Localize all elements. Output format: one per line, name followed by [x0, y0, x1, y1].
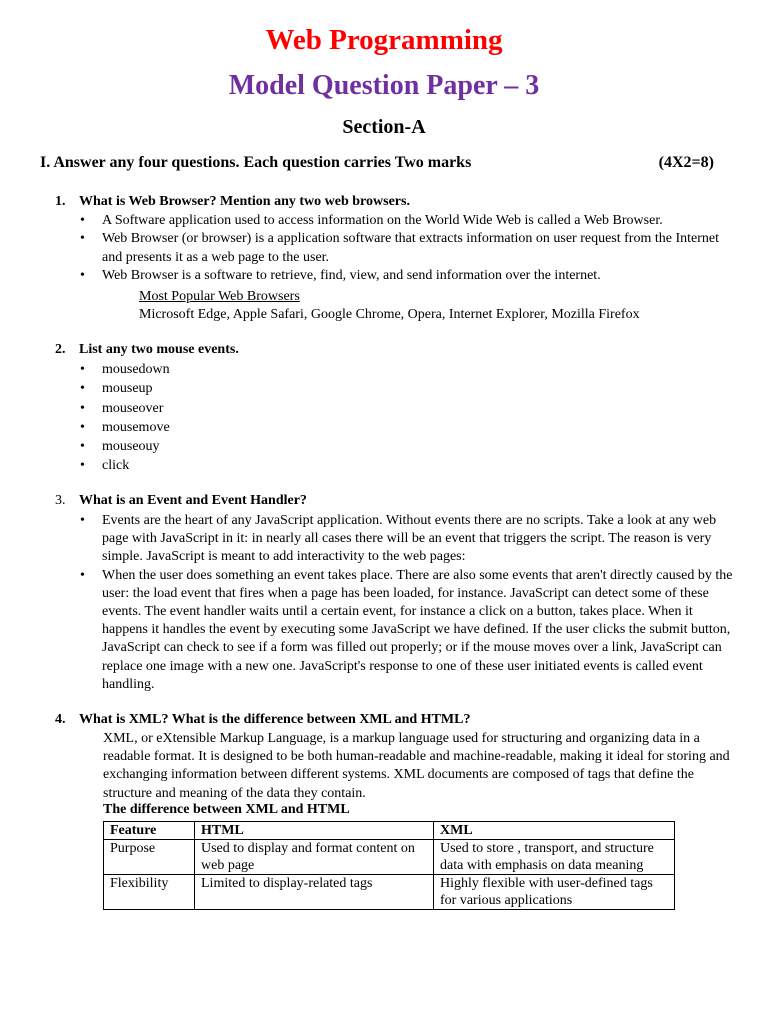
list-item: • mouseover [78, 399, 378, 418]
question-number: 1. [55, 194, 66, 209]
question-text: List any two mouse events. [79, 342, 239, 357]
document-title: Web Programming [265, 24, 503, 56]
comparison-table-caption: The difference between XML and HTML [103, 802, 350, 817]
list-item: • Web Browser is a software to retrieve, find, view, and send information over the internet. [78, 267, 738, 285]
q1-answer-list [78, 212, 738, 286]
list-item: • When the user does something an event takes place. There are also some events that aren't directly caused by the user: the load event that fires when a page has been loaded, for instance. JavaScript can detect some of these events. The event handler waits until a certain event, for instance a click on a button, takes place. When it happens it handles the event by executing some JavaScript we have defined. If the user clicks the submit button, JavaScript can check to see if a form was filled out properly; or if the mouse moves over a link, JavaScript can replace one image with a new one. JavaScript's response to one of these user initiated events is called event handling. [78, 567, 734, 694]
question-1 [55, 194, 410, 210]
list-item: • Web Browser (or browser) is a application software that extracts information on user request from the Internet and presents it as a web page to the user. [78, 230, 720, 267]
table-header-cell: HTML [195, 822, 434, 840]
table-cell: Used to display and format content on web page [195, 840, 434, 875]
table-cell: Limited to display-related tags [195, 875, 434, 910]
question-3 [55, 493, 307, 509]
table-row [104, 875, 675, 910]
list-item: • click [78, 456, 378, 475]
question-2 [55, 342, 239, 358]
question-text: What is an Event and Event Handler? [79, 493, 307, 508]
list-item: • mouseup [78, 379, 378, 398]
list-item: • A Software application used to access information on the World Wide Web is called a Web Browser. [78, 212, 738, 230]
popular-browsers-heading: Most Popular Web Browsers [139, 289, 300, 304]
question-number: 4. [55, 712, 66, 727]
question-text: What is XML? What is the difference between XML and HTML? [79, 712, 471, 727]
table-cell: Used to store , transport, and structure data with emphasis on data meaning [434, 840, 675, 875]
table-header-cell: Feature [104, 822, 195, 840]
table-row [104, 840, 675, 875]
question-4 [55, 712, 470, 728]
marks-allocation: (4X2=8) [658, 154, 714, 171]
table-header-row [104, 822, 675, 840]
section-instruction [40, 154, 720, 172]
list-item: • mousemove [78, 418, 378, 437]
xml-definition: XML, or eXtensible Markup Language, is a markup language used for structuring and organizing data in a readable format. It is designed to be both human-readable and machine-readable, making it ideal for storing and exchanging information between different systems. XML documents are composed of tags that define the structure and meaning of the data they contain. [103, 731, 730, 801]
table-header-cell: XML [434, 822, 675, 840]
xml-html-comparison-table [103, 821, 675, 910]
question-number: 2. [55, 342, 66, 357]
question-text: What is Web Browser? Mention any two web browsers. [79, 194, 410, 209]
question-number: 3. [55, 493, 66, 508]
table-cell: Flexibility [104, 875, 195, 910]
list-item: • Events are the heart of any JavaScript application. Without events there are no scripts. Take a look at any web page with JavaScript in it: in nearly all cases there will be an event that triggers the script. The reason is very simple. JavaScript is meant to add interactivity to the web pages: [78, 512, 734, 567]
popular-browsers-list: Microsoft Edge, Apple Safari, Google Chrome, Opera, Internet Explorer, Mozilla Firefox [139, 307, 640, 322]
document-subtitle: Model Question Paper – 3 [228, 70, 540, 101]
instruction-text: I. Answer any four questions. Each question carries Two marks [40, 154, 472, 171]
q2-answer-list [78, 360, 378, 476]
section-heading: Section-A [342, 116, 426, 138]
list-item: • mousedown [78, 360, 378, 379]
table-cell: Purpose [104, 840, 195, 875]
list-item: • mouseouy [78, 437, 378, 456]
q3-answer-list [78, 512, 734, 694]
table-cell: Highly flexible with user-defined tags for various applications [434, 875, 675, 910]
